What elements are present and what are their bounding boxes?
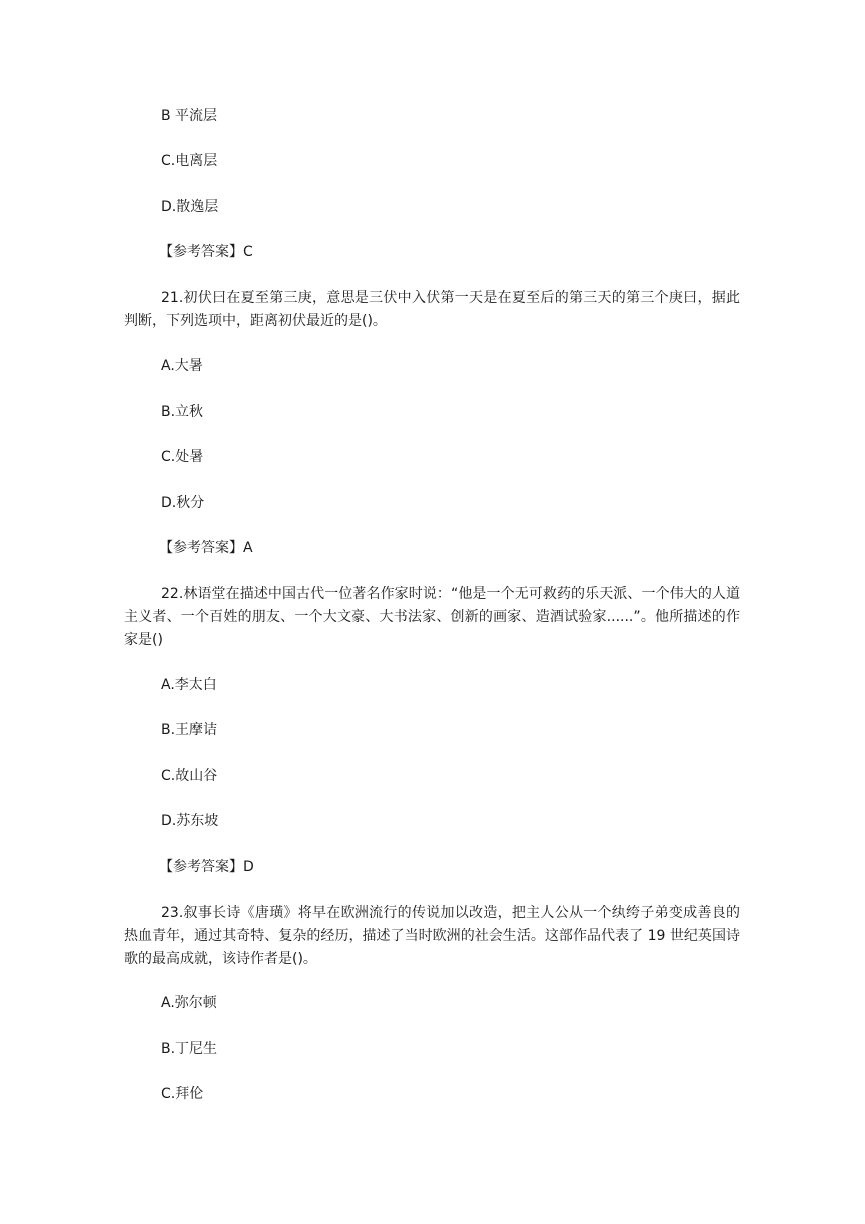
option-23-b: B.丁尼生 — [161, 1041, 218, 1057]
answer-22: 【参考答案】D — [159, 859, 254, 875]
option-22-c: C.故山谷 — [161, 768, 218, 784]
option-22-a: A.李太白 — [161, 677, 217, 693]
option-23-a: A.弥尔顿 — [161, 995, 217, 1011]
option-21-a: A.大暑 — [161, 358, 203, 374]
option-d-exosphere: D.散逸层 — [161, 199, 219, 215]
answer-20: 【参考答案】C — [159, 244, 253, 260]
option-23-c: C.拜伦 — [161, 1086, 204, 1102]
option-22-b: B.王摩诘 — [161, 722, 218, 738]
option-b-stratosphere: B 平流层 — [161, 108, 218, 124]
question-23: 23.叙事长诗《唐璜》将早在欧洲流行的传说加以改造，把主人公从一个纨绔子弟变成善良的热血青年，通过其奇特、复杂的经历，描述了当时欧洲的社会生活。这部作品代表了 19 世纪英国诗歌的最高成就，该诗作者是()。 — [124, 905, 740, 967]
option-21-c: C.处暑 — [161, 449, 204, 465]
answer-21: 【参考答案】A — [159, 540, 253, 556]
option-21-d: D.秋分 — [161, 495, 205, 511]
option-22-d: D.苏东坡 — [161, 813, 219, 829]
question-21: 21.初伏曰在夏至第三庚，意思是三伏中入伏第一天是在夏至后的第三天的第三个庚曰，据此判断，下列选项中，距离初伏最近的是()。 — [124, 290, 740, 329]
question-22: 22.林语堂在描述中国古代一位著名作家时说：“他是一个无可救药的乐天派、一个伟大的人道主义者、一个百姓的朋友、一个大文豪、大书法家、创新的画家、造酒试验家......”。他所描述的作家是() — [124, 586, 740, 648]
option-c-ionosphere: C.电离层 — [161, 153, 218, 169]
option-21-b: B.立秋 — [161, 404, 204, 420]
